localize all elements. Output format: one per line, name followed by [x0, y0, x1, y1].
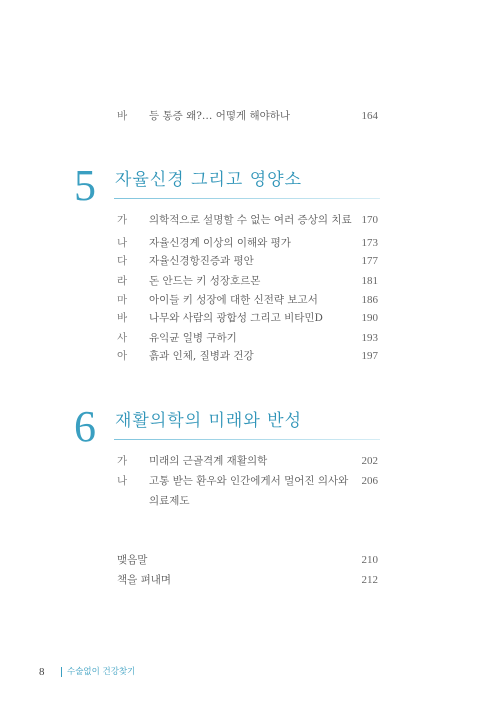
entry-letter: 다 [117, 255, 128, 267]
toc-entry [117, 571, 378, 589]
entry-letter: 나 [117, 475, 128, 487]
entry-title: 의학적으로 설명할 수 없는 여러 증상의 치료 [149, 214, 352, 226]
entry-title: 아이들 키 성장에 대한 신전략 보고서 [149, 294, 318, 306]
toc-entry [117, 347, 378, 365]
entry-title: 등 통증 왜?… 어떻게 해야하나 [149, 110, 291, 122]
chapter-title: 자율신경 그리고 영양소 [115, 170, 303, 190]
entry-page: 202 [361, 455, 378, 467]
toc-entry [117, 234, 378, 252]
chapter-6-heading [70, 404, 380, 454]
entry-title: 유익균 일병 구하기 [149, 332, 237, 344]
chapter-title: 재활의학의 미래와 반성 [115, 411, 303, 431]
entry-page: 186 [361, 294, 378, 306]
entry-page: 170 [361, 214, 378, 226]
entry-letter: 나 [117, 237, 128, 249]
entry-letter: 가 [117, 214, 128, 226]
footer-book-title: 수술없이 건강찾기 [67, 667, 136, 677]
entry-page: 212 [361, 574, 378, 586]
entry-title: 책을 펴내며 [117, 574, 172, 586]
toc-entry [117, 252, 378, 270]
chapter-divider [114, 439, 380, 440]
toc-entry [117, 329, 378, 347]
toc-entry [117, 272, 378, 290]
entry-title: 돈 안드는 키 성장호르몬 [149, 275, 261, 287]
entry-title: 미래의 근골격계 재활의학 [149, 455, 268, 467]
entry-page: 181 [361, 275, 378, 287]
footer-separator [61, 667, 62, 677]
entry-letter: 바 [117, 110, 128, 122]
chapter-5-heading [70, 163, 380, 213]
toc-entry [117, 309, 378, 327]
entry-page: 173 [361, 237, 378, 249]
entry-title: 나무와 사람의 광합성 그리고 비타민D [149, 312, 323, 324]
toc-entry [117, 211, 378, 229]
entry-letter: 라 [117, 275, 128, 287]
toc-entry [117, 551, 378, 569]
entry-title-continuation: 의료제도 [149, 495, 190, 507]
entry-page: 210 [361, 554, 378, 566]
entry-title: 자율신경항진증과 평안 [149, 255, 254, 267]
entry-title: 자율신경계 이상의 이해와 평가 [149, 237, 291, 249]
toc-entry [117, 291, 378, 309]
toc-entry [117, 452, 378, 470]
entry-page: 193 [361, 332, 378, 344]
entry-page: 206 [361, 475, 378, 487]
entry-page: 190 [361, 312, 378, 324]
entry-letter: 아 [117, 350, 128, 362]
chapter-number: 6 [74, 402, 96, 451]
entry-page: 197 [361, 350, 378, 362]
toc-entry [117, 472, 378, 490]
entry-page: 164 [361, 110, 378, 122]
entry-title: 흙과 인체, 질병과 건강 [149, 350, 254, 362]
entry-page: 177 [361, 255, 378, 267]
entry-letter: 바 [117, 312, 128, 324]
chapter-divider [114, 198, 380, 199]
chapter-number: 5 [74, 161, 96, 210]
entry-title: 고통 받는 환우와 인간에게서 멀어진 의사와 [149, 475, 349, 487]
toc-entry [117, 107, 378, 125]
entry-letter: 사 [117, 332, 128, 344]
entry-title: 맺음말 [117, 554, 148, 566]
footer-page-number: 8 [39, 666, 45, 678]
entry-letter: 가 [117, 455, 128, 467]
entry-letter: 마 [117, 294, 128, 306]
